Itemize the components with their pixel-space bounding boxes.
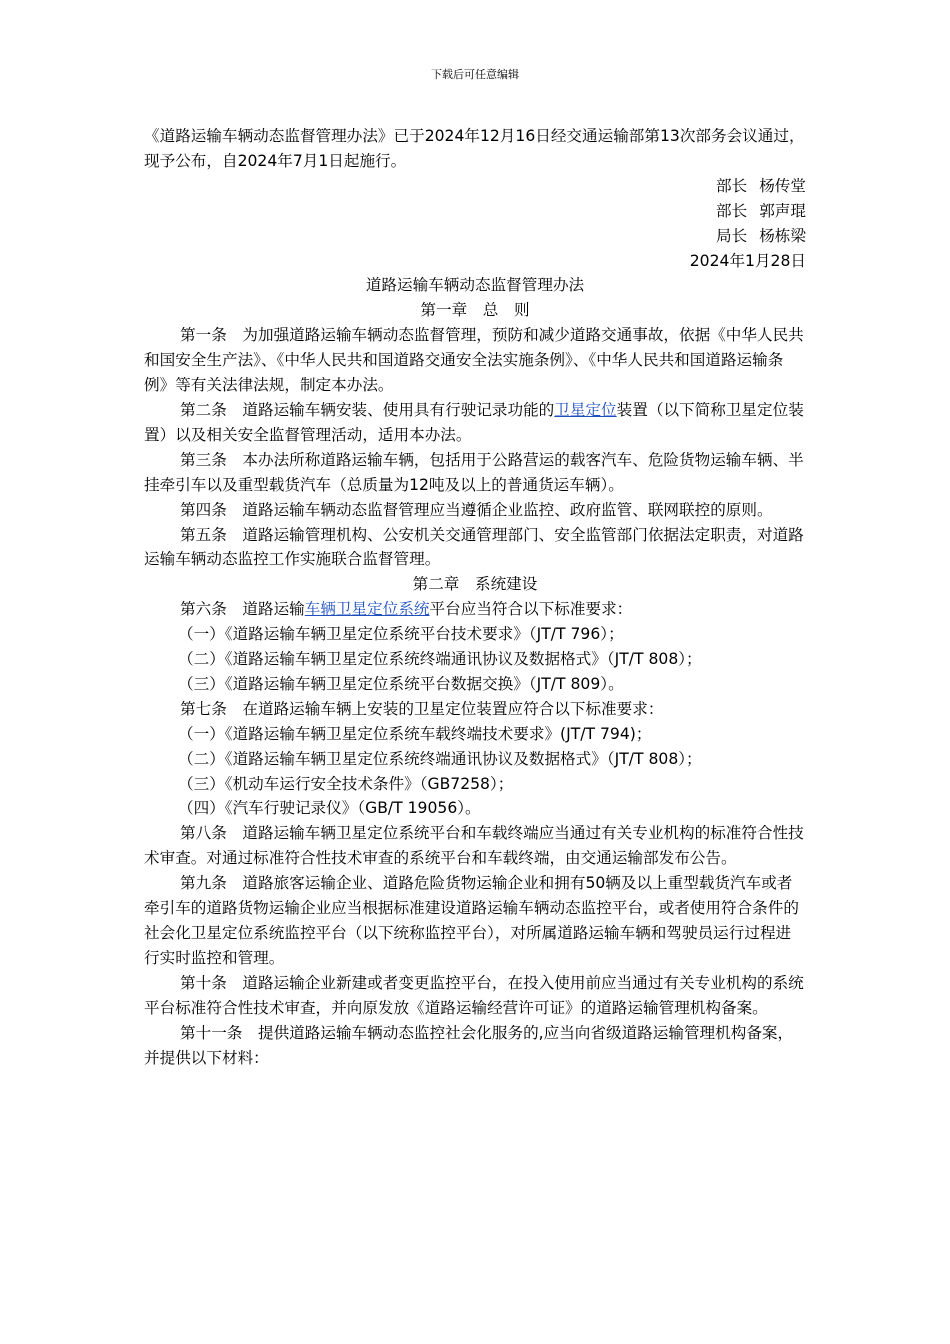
chapter-heading: 第一章 总 则 — [420, 301, 530, 320]
signatory-role: 部长 — [716, 201, 748, 220]
signatory-role: 局长 — [716, 226, 748, 245]
article-2 — [144, 398, 806, 448]
article-text: 装置（以下简称卫星定位装置）以及相关安全监督管理活动，适用本办法。 — [144, 400, 804, 444]
signatory-2 — [144, 199, 806, 224]
list-item: （二）《道路运输车辆卫星定位系统终端通讯协议及数据格式》（JT/T 808）； — [178, 749, 702, 768]
promulgation-date: 2024年1月28日 — [689, 251, 806, 270]
list-item: （一）《道路运输车辆卫星定位系统平台技术要求》（JT/T 796）； — [178, 625, 624, 644]
signatory-1 — [144, 174, 806, 199]
article-4: 第四条 道路运输车辆动态监督管理应当遵循企业监控、政府监管、联网联控的原则。 — [180, 500, 773, 519]
article-6 — [144, 597, 806, 622]
chapter-heading: 第二章 系统建设 — [412, 575, 538, 594]
signatory-name: 郭声琨 — [759, 201, 806, 220]
article-8: 第八条 道路运输车辆卫星定位系统平台和车载终端应当通过有关专业机构的标准符合性技术审查。对通过标准符合性技术审查的系统平台和车载终端，由交通运输部发布公告。 — [144, 824, 804, 868]
article-text: 第二条 道路运输车辆安装、使用具有行驶记录功能的 — [180, 400, 555, 419]
article-5: 第五条 道路运输管理机构、公安机关交通管理部门、安全监管部门依据法定职责，对道路运输车辆动态监控工作实施联合监督管理。 — [144, 525, 804, 569]
list-item: （四）《汽车行驶记录仪》（GB/T 19056）。 — [178, 799, 481, 818]
article-1: 第一条 为加强道路运输车辆动态监督管理，预防和减少道路交通事故，依据《中华人民共和国安全生产法》、《中华人民共和国道路交通安全法实施条例》、《中华人民共和国道路运输条例》等有关法律法规，制定本办法。 — [144, 326, 804, 395]
signatory-role: 部长 — [716, 176, 748, 195]
vehicle-satellite-system-link[interactable]: 车辆卫星定位系统 — [304, 600, 430, 619]
list-item: （三）《机动车运行安全技术条件》（GB7258）； — [178, 774, 514, 793]
list-item: （一）《道路运输车辆卫星定位系统车载终端技术要求》(JT/T 794)； — [178, 724, 652, 743]
article-10: 第十条 道路运输企业新建或者变更监控平台，在投入使用前应当通过有关专业机构的系统平台标准符合性技术审查，并向原发放《道路运输经营许可证》的道路运输管理机构备案。 — [144, 973, 804, 1017]
list-item: （三）《道路运输车辆卫星定位系统平台数据交换》（JT/T 809）。 — [178, 674, 624, 693]
satellite-positioning-link[interactable]: 卫星定位 — [554, 400, 617, 419]
article-3: 第三条 本办法所称道路运输车辆，包括用于公路营运的载客汽车、危险货物运输车辆、半挂牵引车以及重型载货汽车（总质量为12吨及以上的普通货运车辆）。 — [144, 450, 804, 494]
signatory-3 — [144, 224, 806, 249]
signatory-name: 杨传堂 — [759, 176, 806, 195]
page-header: 下载后可任意编辑 — [431, 68, 519, 81]
article-11: 第十一条 提供道路运输车辆动态监控社会化服务的,应当向省级道路运输管理机构备案，并提供以下材料： — [144, 1023, 794, 1067]
article-text: 平台应当符合以下标准要求： — [429, 600, 633, 619]
article-9: 第九条 道路旅客运输企业、道路危险货物运输企业和拥有50辆及以上重型载货汽车或者牵引车的道路货物运输企业应当根据标准建设道路运输车辆动态监控平台，或者使用符合条件的社会化卫星定位系统监控平台（以下统称监控平台），对所属道路运输车辆和驾驶员运行过程进行实时监控和管理。 — [144, 874, 799, 967]
promulgation-intro: 《道路运输车辆动态监督管理办法》已于2024年12月16日经交通运输部第13次部务会议通过，现予公布，自2024年7月1日起施行。 — [144, 127, 805, 170]
document-body — [144, 124, 806, 1070]
article-text: 第六条 道路运输 — [180, 600, 305, 619]
document-title: 道路运输车辆动态监督管理办法 — [365, 276, 585, 295]
article-7: 第七条 在道路运输车辆上安装的卫星定位装置应符合以下标准要求： — [180, 699, 664, 718]
list-item: （二）《道路运输车辆卫星定位系统终端通讯协议及数据格式》（JT/T 808）； — [178, 650, 702, 669]
signatory-name: 杨栋梁 — [759, 226, 806, 245]
